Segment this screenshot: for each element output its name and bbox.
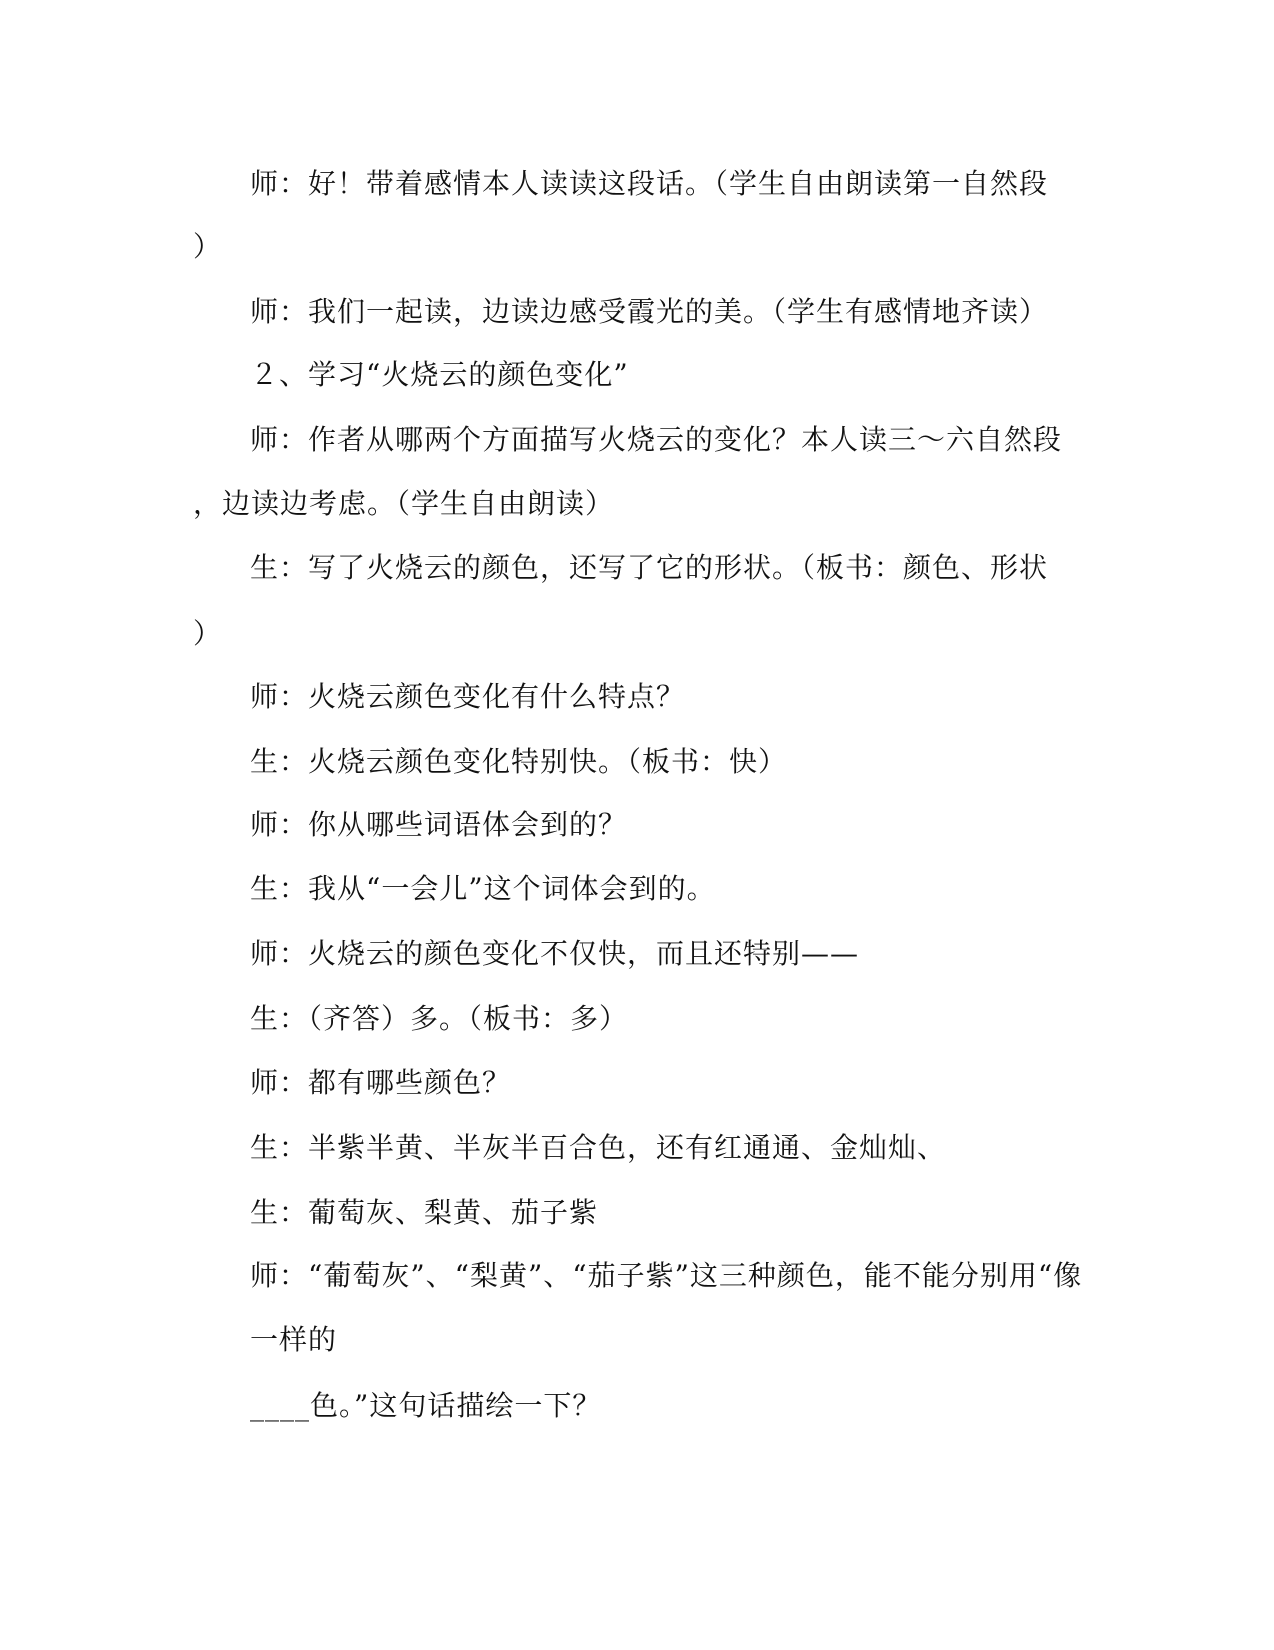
paragraph-line: 一样的	[250, 1323, 338, 1356]
paragraph-line: 师：作者从哪两个方面描写火烧云的变化？本人读三～六自然段	[250, 423, 1063, 456]
paragraph-line: 师：都有哪些颜色？	[250, 1066, 512, 1099]
paragraph-line: 师：火烧云的颜色变化不仅快，而且还特别——	[250, 937, 860, 970]
paragraph-line: 生：写了火烧云的颜色，还写了它的形状。（板书：颜色、形状	[250, 551, 1049, 584]
paragraph-line: 生：火烧云颜色变化特别快。（板书：快）	[250, 745, 788, 778]
paragraph-line: 生：（齐答）多。（板书：多）	[250, 1002, 629, 1035]
paragraph-line: 生：葡萄灰、梨黄、茄子紫	[250, 1196, 599, 1229]
paragraph-line: ，边读边考虑。（学生自由朗读）	[193, 487, 615, 520]
paragraph-line: 师：我们一起读，边读边感受霞光的美。（学生有感情地齐读）	[250, 295, 1049, 328]
paragraph-line: ）	[193, 230, 223, 263]
paragraph-line: 生：半紫半黄、半灰半百合色，还有红通通、金灿灿、	[250, 1131, 947, 1164]
paragraph-line: 师：好！带着感情本人读读这段话。（学生自由朗读第一自然段	[250, 167, 1049, 200]
paragraph-line: 生：我从“一会儿”这个词体会到的。	[250, 872, 716, 905]
paragraph-line: ）	[193, 617, 223, 650]
paragraph-line: 师：你从哪些词语体会到的？	[250, 808, 628, 841]
paragraph-line: 师：火烧云颜色变化有什么特点？	[250, 680, 686, 713]
paragraph-line: ____色。”这句话描绘一下？	[250, 1389, 602, 1422]
paragraph-line: 师：“葡萄灰”、“梨黄”、“茄子紫”这三种颜色，能不能分别用“像	[250, 1259, 1083, 1292]
section-heading: ２、学习“火烧云的颜色变化”	[250, 358, 629, 391]
